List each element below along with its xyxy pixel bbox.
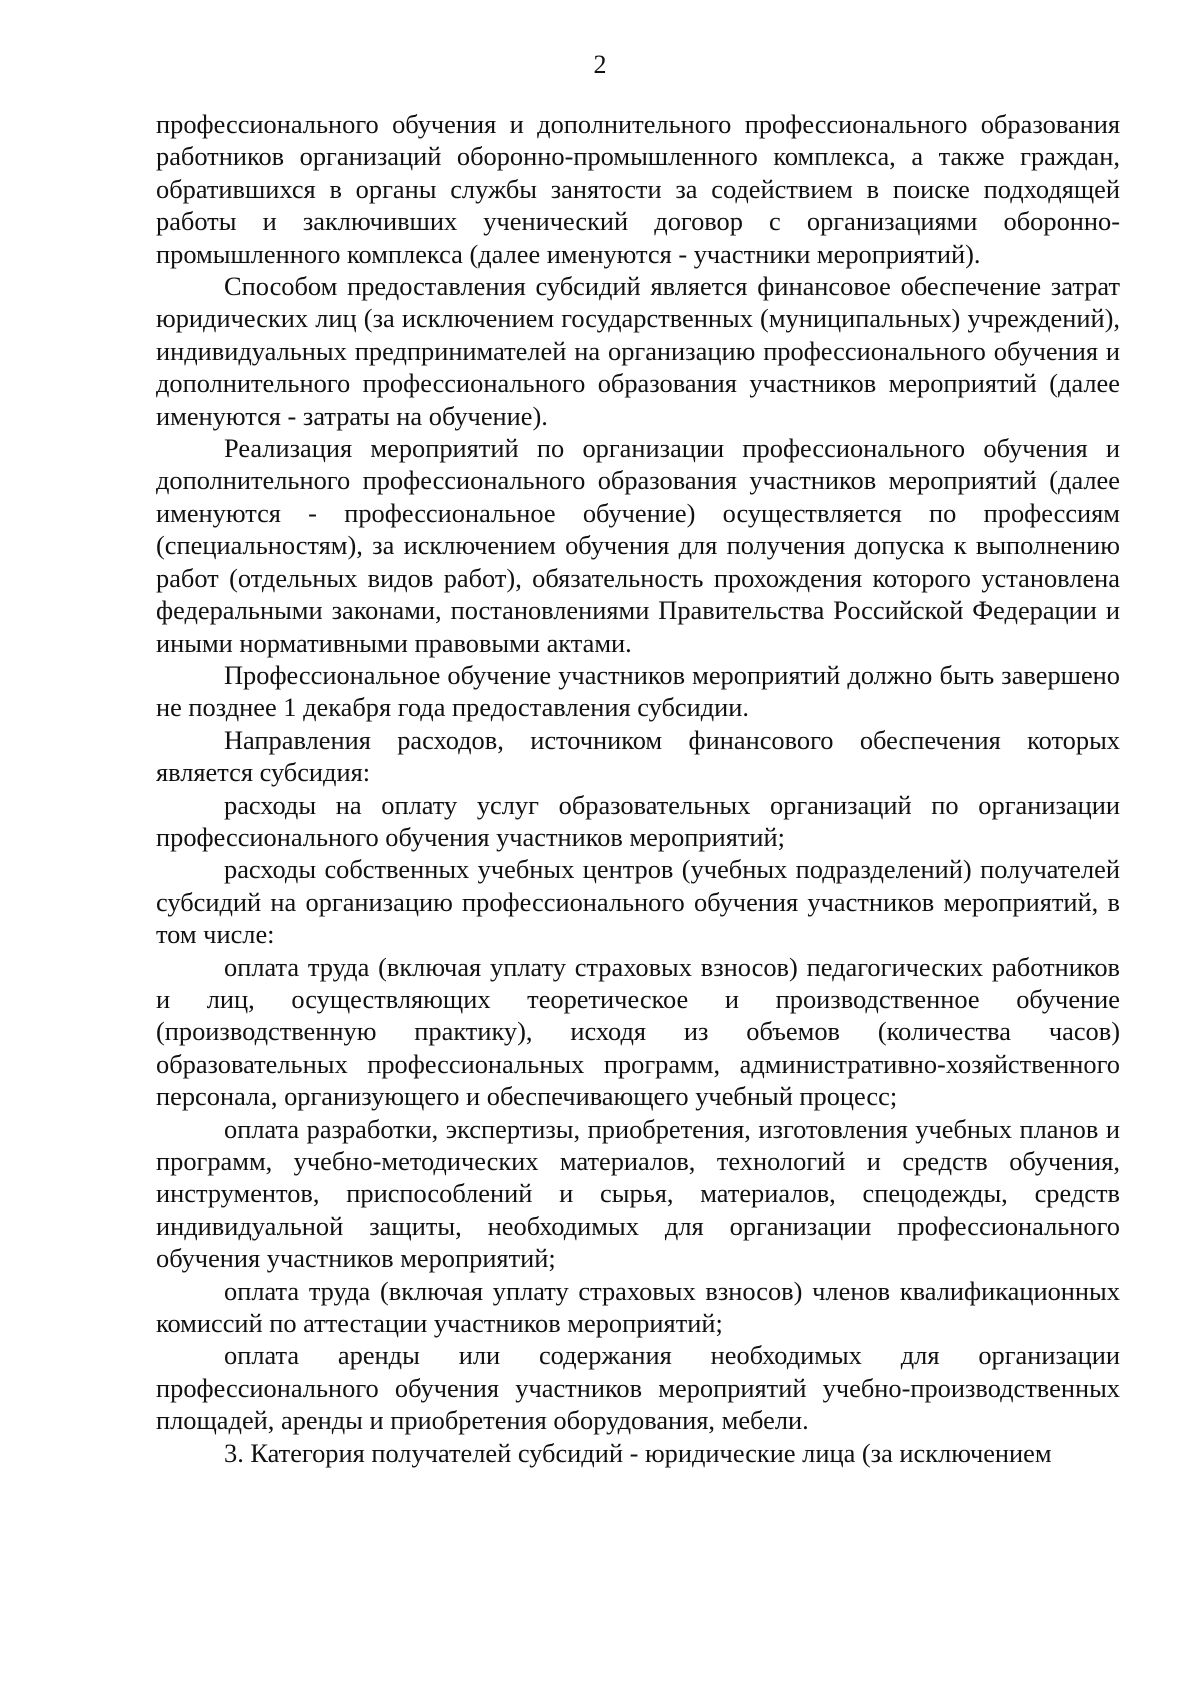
list-item-commission-payment: оплата труда (включая уплату страховых взносов) членов квалификационных комиссий по аттестации участников мероприятий;: [156, 1275, 1120, 1339]
document-body: [156, 108, 1120, 1469]
page-number: 2: [593, 50, 607, 79]
list-item-own-training-centers: расходы собственных учебных центров (учебных подразделений) получателей субсидий на организацию профессионального обучения участников мероприятий, в том числе:: [156, 854, 1120, 950]
paragraph-deadline: Профессиональное обучение участников мероприятий должно быть завершено не позднее 1 декабря года предоставления субсидии.: [156, 659, 1120, 723]
list-item-labor-payment: оплата труда (включая уплату страховых взносов) педагогических работников и лиц, осуществляющих теоретическое и производственное обучение (производственную практику), исходя из объемов (количества часов) образовательных профессиональных программ, административно-хозяйственного персонала, организующего и обеспечивающего учебный процесс;: [156, 951, 1120, 1112]
paragraph-implementation: Реализация мероприятий по организации профессионального обучения и дополнительного профессионального образования участников мероприятий (далее именуются - профессиональное обучение) осуществляется по профессиям (специальностям), за исключением обучения для получения допуска к выполнению работ (отдельных видов работ), обязательность прохождения которого установлена федеральными законами, постановлениями Правительства Российской Федерации и иными нормативными правовыми актами.: [156, 433, 1120, 658]
paragraph-expense-directions: Направления расходов, источником финансового обеспечения которых является субсидия:: [156, 724, 1120, 788]
list-item-materials-payment: оплата разработки, экспертизы, приобретения, изготовления учебных планов и программ, учебно-методических материалов, технологий и средств обучения, инструментов, приспособлений и сырья, материалов, спецодежды, средств индивидуальной защиты, необходимых для организации профессионального обучения участников мероприятий;: [156, 1113, 1120, 1274]
paragraph-section-3: 3. Категория получателей субсидий - юридические лица (за исключением: [224, 1437, 1052, 1468]
list-item-education-services: расходы на оплату услуг образовательных организаций по организации профессионального обучения участников мероприятий;: [156, 789, 1120, 852]
paragraph-subsidy-method: Способом предоставления субсидий является финансовое обеспечение затрат юридических лиц (за исключением государственных (муниципальных) учреждений), индивидуальных предпринимателей на организацию профессионального обучения и дополнительного профессионального образования участников мероприятий (далее именуются - затраты на обучение).: [156, 271, 1120, 431]
paragraph-continuation: профессионального обучения и дополнительного профессионального образования работников организаций оборонно-промышленного комплекса, а также граждан, обратившихся в органы службы занятости за содействием в поиске подходящей работы и заключивших ученический договор с организациями оборонно-промышленного комплекса (далее именуются - участники мероприятий).: [156, 109, 1120, 269]
list-item-rent-payment: оплата аренды или содержания необходимых для организации профессионального обучения участников мероприятий учебно-производственных площадей, аренды и приобретения оборудования, мебели.: [156, 1340, 1120, 1436]
